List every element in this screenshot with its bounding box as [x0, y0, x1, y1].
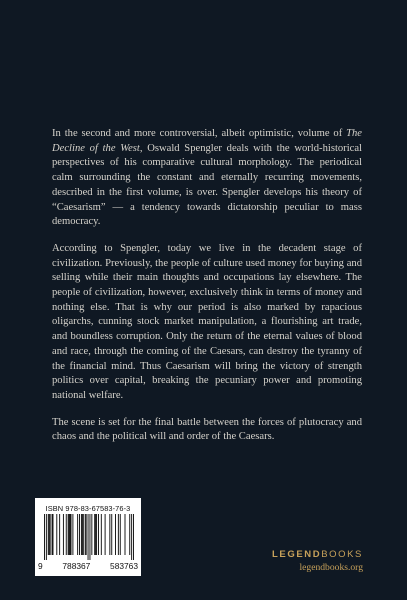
barcode-bar	[48, 514, 49, 555]
barcode-bar	[91, 514, 92, 555]
barcode-bar	[98, 514, 99, 555]
barcode-bar	[115, 514, 116, 555]
barcode-bar	[83, 514, 84, 555]
barcode-bar	[68, 514, 69, 555]
barcode-bar	[59, 514, 60, 555]
barcode-bar	[69, 514, 70, 555]
barcode-bar	[118, 514, 119, 555]
barcode-bar	[82, 514, 83, 555]
barcode-bar	[129, 514, 130, 555]
barcode-bars	[44, 514, 134, 560]
barcode-bar	[63, 514, 64, 555]
barcode-bar	[96, 514, 97, 555]
blurb-text-run: The scene is set for the final battle between the forces of plutocracy and chaos and the political will and order of the Caesars.	[52, 416, 362, 443]
book-title-italic: The Decline of the West	[52, 128, 362, 154]
barcode-bar	[85, 514, 86, 555]
barcode-bar	[111, 514, 112, 555]
barcode-guard-bar	[44, 514, 45, 560]
isbn-label: ISBN 978-83-67583-76-3	[45, 504, 131, 513]
barcode-bar	[70, 514, 71, 555]
ean-left-group: 788367	[62, 561, 91, 571]
ean-first-digit: 9	[38, 561, 43, 571]
barcode-bar	[79, 514, 80, 555]
barcode-bar	[81, 514, 82, 555]
blurb-paragraph	[52, 127, 362, 230]
barcode-guard-bar	[131, 514, 132, 560]
barcode-bar	[94, 514, 95, 555]
barcode-bar	[125, 514, 126, 555]
blurb-paragraph	[52, 242, 362, 404]
blurb-text-run: In the second and more controversial, albeit optimistic, volume of	[52, 128, 347, 139]
logo-part-books: BOOKS	[321, 549, 363, 560]
blurb-text-run: According to Spengler, today we live in the decadent stage of civilization. Previously, the people of culture used money for buying and selling while their main thoughts and occupations lay elsewhere. The people of civilization, however, exclusively think in terms of money and nothing else. That is why our period is also marked by rapacious oligarchs, cunning stock market manipulation, a flourishing art trade, and boundless corruption. Only the return of the eternal values of blood and race, through the coming of the Caesars, can destroy the tyranny of the financial mind. Thus Caesarism will bring the victory of strength politics over capital, breaking the pecuniary power and promoting national welfare.	[52, 242, 362, 401]
barcode-bar	[72, 514, 73, 555]
ean-right-group: 583763	[110, 561, 138, 571]
barcode-bar	[120, 514, 121, 555]
barcode-bar	[56, 514, 57, 555]
barcode-guard-bar	[89, 514, 90, 560]
barcode-bar	[101, 514, 102, 555]
barcode-bar	[66, 514, 67, 555]
barcode-guard-bar	[133, 514, 134, 560]
blurb-text	[52, 127, 362, 457]
barcode-bar	[71, 514, 72, 555]
blurb-text-run: , Oswald Spengler deals with the world-historical perspectives of his comparative cultural morphology. The periodical calm surrounding the constant and eternally recurring movements, described in the first volume, is over. Spengler develops his theory of “Caesarism” — a tendency towards dictatorship peculiar to mass democracy.	[52, 142, 362, 228]
publisher-block	[272, 549, 363, 573]
blurb-paragraph	[52, 416, 362, 445]
logo-part-legend: LEGEND	[272, 549, 322, 560]
barcode-guard-bar	[88, 514, 89, 560]
barcode-bar	[52, 514, 53, 555]
barcode-bar	[95, 514, 96, 555]
publisher-logo	[272, 549, 363, 560]
barcode-guard-bar	[46, 514, 47, 560]
barcode-bar	[50, 514, 51, 555]
ean-digits	[38, 561, 138, 571]
barcode-bar	[77, 514, 78, 555]
barcode-bar	[49, 514, 50, 555]
publisher-website: legendbooks.org	[299, 562, 363, 573]
barcode-bar	[86, 514, 87, 555]
barcode-bar	[109, 514, 110, 555]
isbn-barcode	[35, 498, 141, 576]
barcode-bar	[105, 514, 106, 555]
barcode-bar	[53, 514, 54, 555]
